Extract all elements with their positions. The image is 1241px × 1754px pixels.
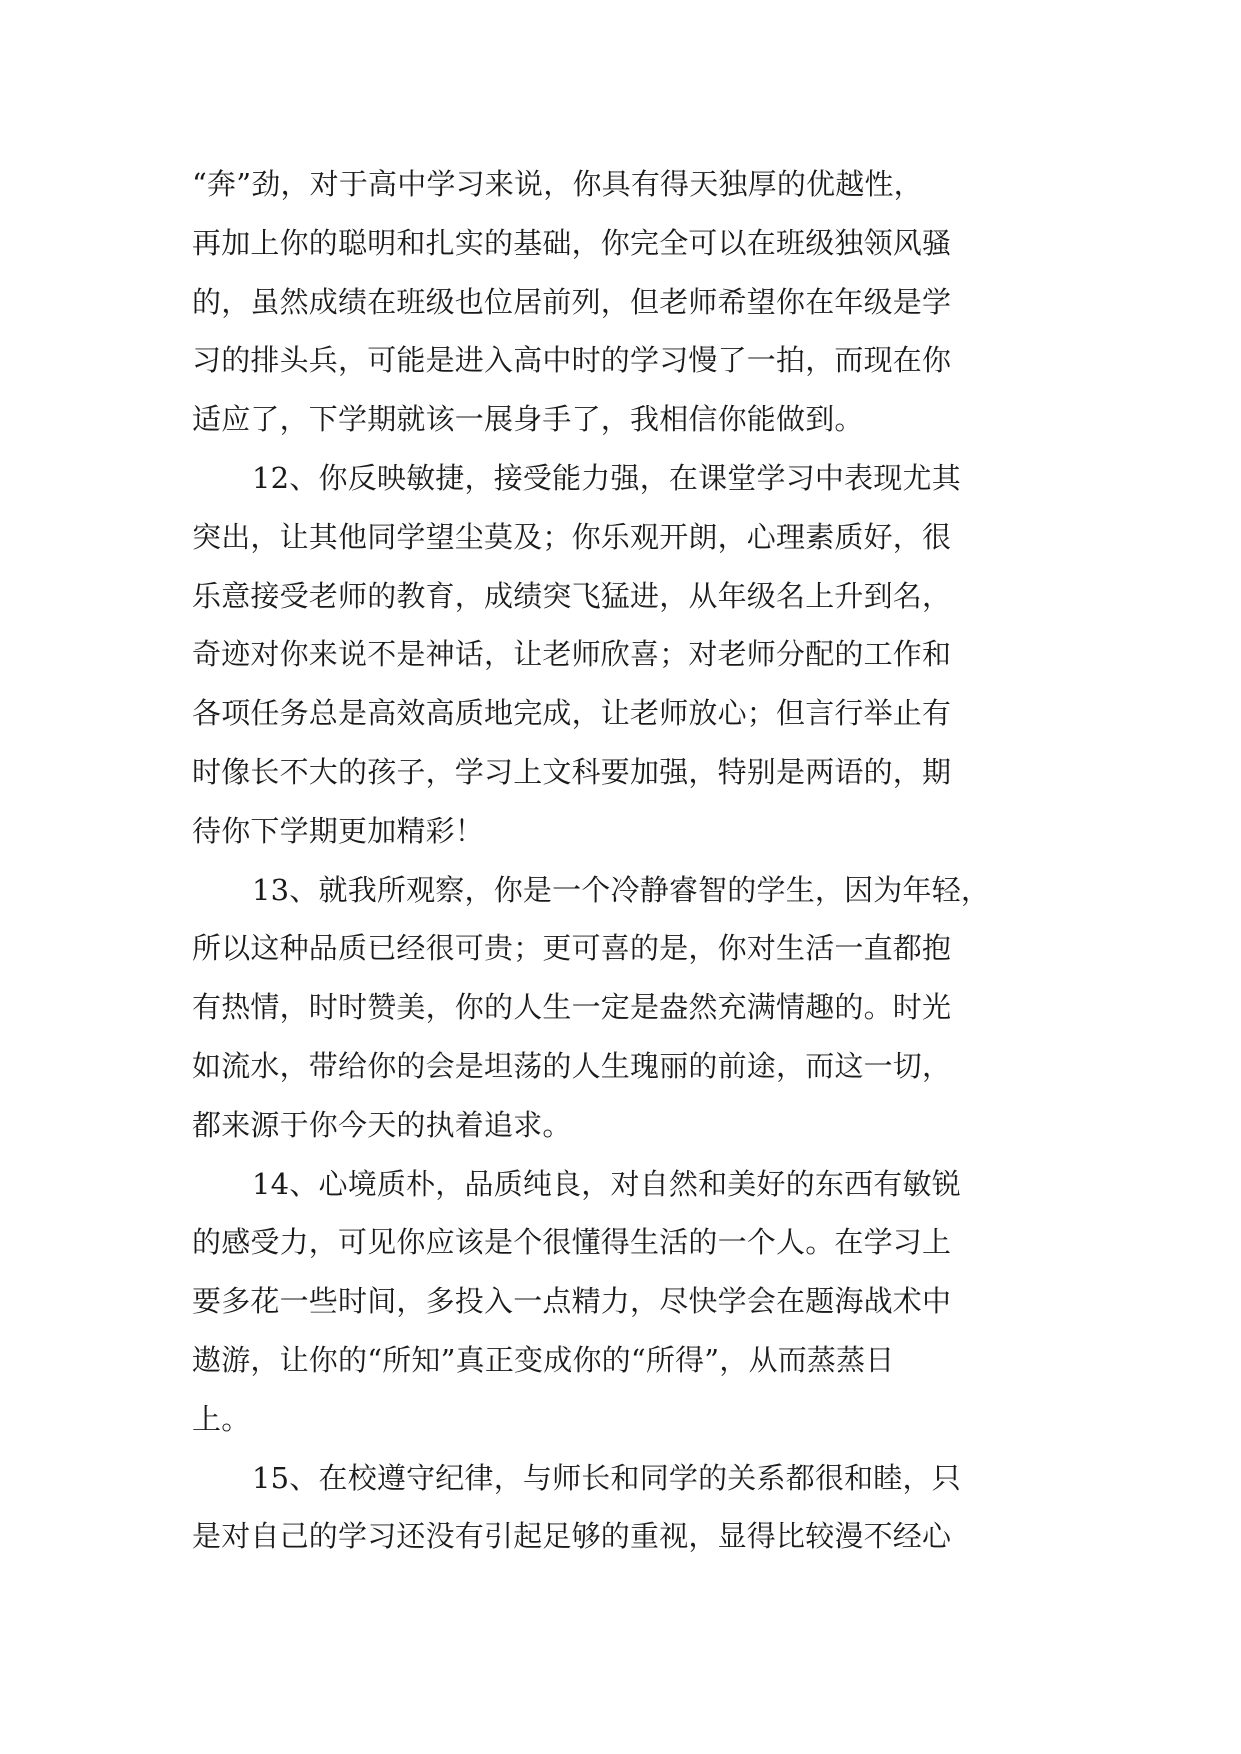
text-line: 的，虽然成绩在班级也位居前列，但老师希望你在年级是学: [192, 284, 952, 319]
text-line: 要多花一些时间，多投入一点精力，尽快学会在题海战术中: [192, 1284, 952, 1319]
text-line: 乐意接受老师的教育，成绩突飞猛进，从年级名上升到名，: [192, 578, 952, 613]
text-line: “奔”劲，对于高中学习来说，你具有得天独厚的优越性，: [192, 167, 923, 201]
text-line: 14、心境质朴，品质纯良，对自然和美好的东西有敏锐: [252, 1166, 961, 1201]
text-line: 突出，让其他同学望尘莫及；你乐观开朗，心理素质好，很: [192, 519, 952, 554]
paragraph-12: [192, 449, 1072, 861]
paragraph-13: [192, 861, 1072, 1155]
text-line: 所以这种品质已经很可贵；更可喜的是，你对生活一直都抱: [192, 931, 952, 966]
text-line: 时像长不大的孩子，学习上文科要加强，特别是两语的，期: [192, 754, 952, 789]
text-line: 如流水，带给你的会是坦荡的人生瑰丽的前途，而这一切，: [192, 1048, 952, 1083]
text-line: 适应了，下学期就该一展身手了，我相信你能做到。: [192, 402, 864, 437]
text-line: 上。: [192, 1401, 251, 1436]
text-line: 13、就我所观察，你是一个冷静睿智的学生，因为年轻，: [252, 872, 991, 907]
text-line: 待你下学期更加精彩！: [192, 813, 485, 848]
text-line: 有热情，时时赞美，你的人生一定是盎然充满情趣的。时光: [192, 990, 952, 1025]
paragraph-15: [192, 1449, 1072, 1567]
document-body: [192, 155, 1072, 1566]
text-line: 各项任务总是高效高质地完成，让老师放心；但言行举止有: [192, 696, 952, 731]
text-line: 是对自己的学习还没有引起足够的重视，显得比较漫不经心: [192, 1519, 952, 1554]
text-line: 12、你反映敏捷，接受能力强，在课堂学习中表现尤其: [252, 460, 961, 495]
text-line: 再加上你的聪明和扎实的基础，你完全可以在班级独领风骚: [192, 225, 952, 260]
text-line: 遨游，让你的“所知”真正变成你的“所得”，从而蒸蒸日: [192, 1342, 895, 1377]
text-line: 15、在校遵守纪律，与师长和同学的关系都很和睦，只: [252, 1460, 961, 1495]
paragraph-11-continuation: [192, 155, 1072, 449]
paragraph-14: [192, 1155, 1072, 1449]
text-line: 习的排头兵，可能是进入高中时的学习慢了一拍，而现在你: [192, 343, 952, 378]
text-line: 奇迹对你来说不是神话，让老师欣喜；对老师分配的工作和: [192, 637, 952, 672]
text-line: 的感受力，可见你应该是个很懂得生活的一个人。在学习上: [192, 1225, 952, 1260]
text-line: 都来源于你今天的执着追求。: [192, 1107, 572, 1142]
